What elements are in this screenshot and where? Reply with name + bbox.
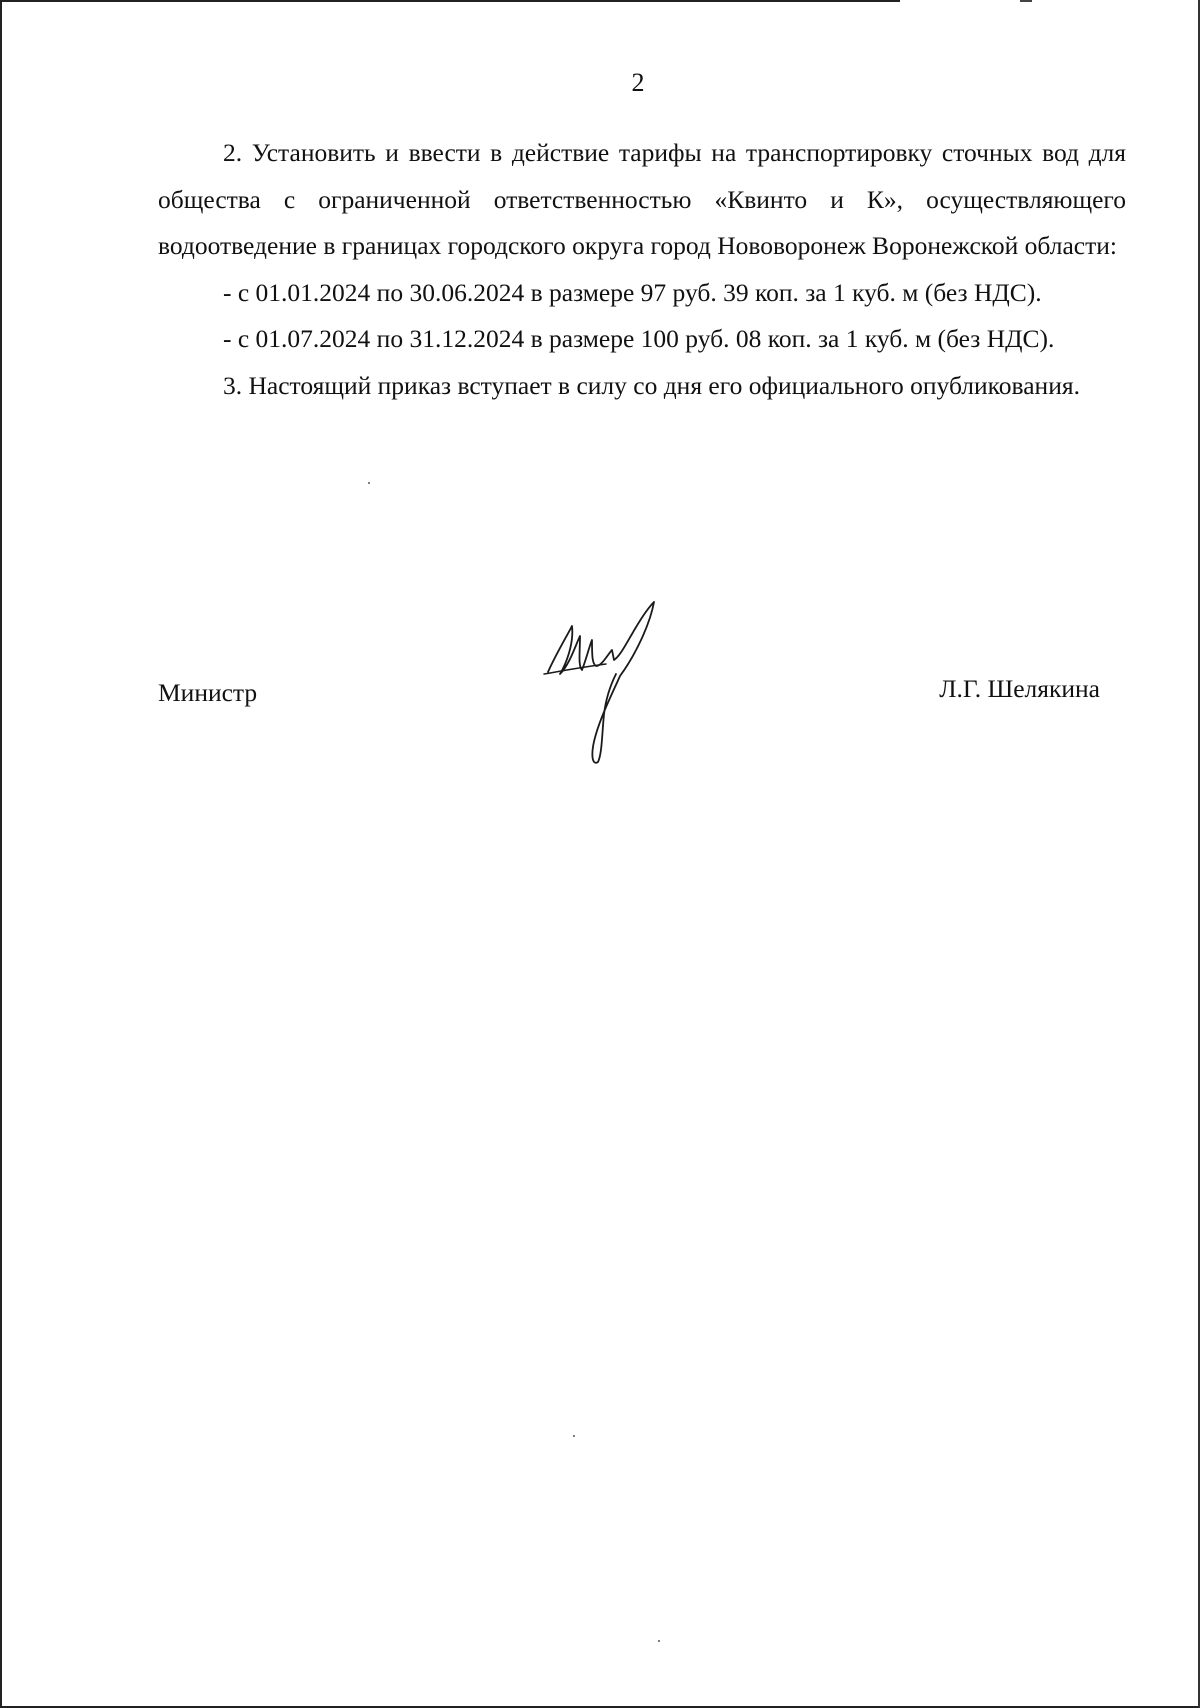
paragraph-2: 2. Установить и ввести в действие тарифы на транспортировку сточных вод для общества с ограниченной ответственностью «Квинто и К», осуществляющего водоотведение в границах городского округа город Нововоронеж Воронежской области: xyxy=(158,138,1126,260)
scan-edge-top xyxy=(0,0,1200,2)
tariff-period-1: - с 01.01.2024 по 30.06.2024 в размере 97 руб. 39 коп. за 1 куб. м (без НДС). xyxy=(223,277,1042,307)
signer-name: Л.Г. Шелякина xyxy=(939,674,1100,703)
tariff-period-2: - с 01.07.2024 по 31.12.2024 в размере 100 руб. 08 коп. за 1 куб. м (без НДС). xyxy=(223,324,1055,353)
page-number: 2 xyxy=(631,68,645,97)
paragraph-3: 3. Настоящий приказ вступает в силу со дня его официального опубликования. xyxy=(223,370,1080,400)
document-body xyxy=(158,130,1126,409)
signature-block xyxy=(158,600,1126,780)
scan-edge-left xyxy=(0,0,2,1708)
handwritten-signature xyxy=(536,594,676,774)
scan-speck xyxy=(658,1640,660,1642)
scan-speck xyxy=(573,1435,575,1437)
scan-speck xyxy=(368,482,370,484)
signer-title: Министр xyxy=(158,678,258,707)
